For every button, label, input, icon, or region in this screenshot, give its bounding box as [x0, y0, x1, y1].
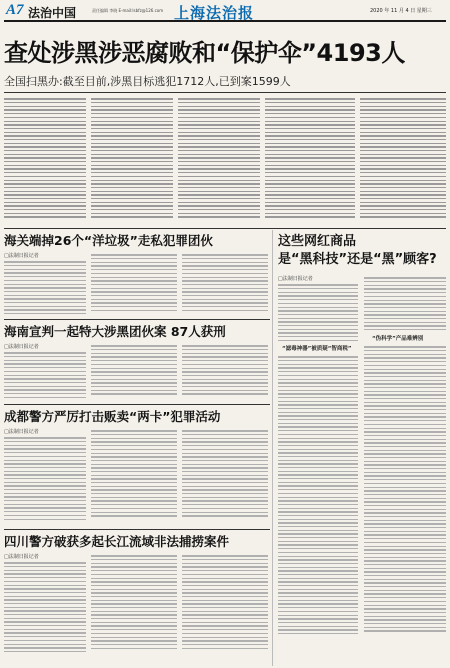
article-body [182, 428, 268, 527]
article-body [91, 343, 177, 402]
article-title: 四川警方破获多起长江流域非法捕捞案件 [4, 534, 230, 549]
article-body [182, 343, 268, 402]
lead-body-col-1 [4, 96, 86, 226]
article-title: 海关端掉26个“洋垃圾”走私犯罪团伙 [4, 233, 213, 248]
issue-date: 2020 年 11 月 4 日 星期三 [370, 8, 432, 14]
divider [4, 529, 270, 530]
lead-headline: 查处涉黑涉恶腐败和“保护伞”4193人 [4, 39, 405, 67]
sidebar-body [364, 344, 446, 664]
page-number: A7 [6, 2, 24, 18]
lead-body-col-3 [178, 96, 260, 226]
lead-body-col-5 [360, 96, 446, 226]
article-title: 海南宣判一起特大涉黑团伙案 87人获刑 [4, 324, 226, 339]
article-body [182, 252, 268, 317]
sidebar-subheading: “伪科学”产品难辨别 [372, 336, 424, 342]
masthead [4, 2, 446, 22]
sidebar-title-line-2: 是“黑科技”还是“黑”顾客? [278, 252, 437, 267]
article-body [4, 350, 86, 402]
section-name: 法治中国 [28, 6, 77, 20]
divider [4, 228, 446, 229]
newspaper-logo: 上海法治报 [174, 4, 255, 22]
divider [4, 92, 446, 93]
divider [4, 319, 270, 320]
article-body [4, 435, 86, 527]
column-divider [272, 230, 273, 666]
article-body [91, 553, 177, 664]
lead-body-col-2 [91, 96, 173, 226]
divider [4, 404, 270, 405]
lead-body-col-4 [265, 96, 355, 226]
article-title: 成都警方严厉打击贩卖“两卡”犯罪活动 [4, 409, 221, 424]
article-body [4, 560, 86, 664]
article-byline: □法制日报记者 [4, 253, 39, 259]
article-body [4, 259, 86, 317]
article-body [91, 252, 177, 317]
lead-subhead: 全国扫黑办:截至目前,涉黑目标逃犯1712人,已到案1599人 [4, 75, 291, 88]
article-byline: □法制日报记者 [4, 429, 39, 435]
sidebar-byline: □法制日报记者 [278, 276, 313, 282]
sidebar-body [278, 354, 358, 664]
sidebar-body [278, 282, 358, 342]
sidebar-body [364, 275, 446, 331]
sidebar-subheading: “滤毒神器”被质疑“智商税” [282, 346, 352, 352]
editor-line: 责任编辑 李晓 E-mail:lsbfz@126.com [92, 8, 164, 13]
article-body [182, 553, 268, 664]
article-byline: □法制日报记者 [4, 554, 39, 560]
article-byline: □法制日报记者 [4, 344, 39, 350]
sidebar-title-line-1: 这些网红商品 [278, 234, 357, 249]
article-body [91, 428, 177, 527]
